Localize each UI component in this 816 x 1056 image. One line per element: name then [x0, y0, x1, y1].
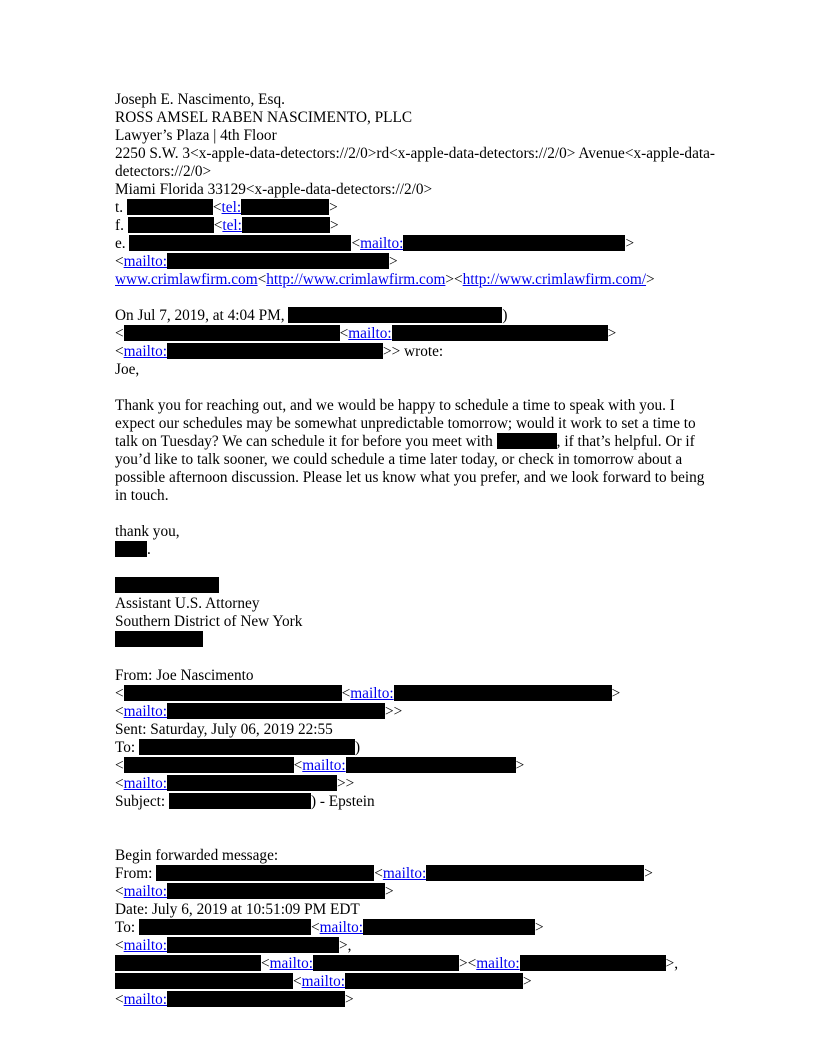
- mailto-link[interactable]: mailto:: [350, 685, 394, 702]
- mailto-link[interactable]: mailto:: [123, 253, 167, 270]
- website-link[interactable]: http://www.crimlawfirm.com: [266, 271, 446, 288]
- redaction: [288, 307, 502, 323]
- redaction: [167, 937, 339, 953]
- fax-line: f. <tel: >: [115, 217, 339, 234]
- mailto-link[interactable]: mailto:: [123, 883, 167, 900]
- redaction: [313, 955, 459, 971]
- redaction: [241, 199, 329, 215]
- redaction: [403, 235, 625, 251]
- tel-link[interactable]: tel:: [222, 217, 242, 234]
- website-link[interactable]: www.crimlawfirm.com: [115, 271, 258, 288]
- sender-office: Southern District of New York: [115, 613, 303, 630]
- reply-body: Thank you for reaching out, and we would be happy to schedule a time to speak with you. I expect our schedules may be somewhat unpredictable tomorrow; would it work to set a time to talk on Tuesday? We can schedule it for before you meet with , if that’s helpful. Or if you’d like to talk sooner, we could schedule a time later today, or check in tomorrow about a possible afternoon discussion. Please let us know what you prefer, and we look forward to being in touch.: [115, 397, 705, 504]
- reply-closing: thank you,: [115, 523, 180, 540]
- forward-begin: Begin forwarded message:: [115, 847, 279, 864]
- sender-name: Joseph E. Nascimento, Esq.: [115, 91, 285, 108]
- redaction: [128, 217, 214, 233]
- redaction: [426, 865, 644, 881]
- forward-from: From: <mailto: >: [115, 865, 653, 882]
- original-from-addr: < <mailto: >: [115, 685, 621, 702]
- forward-to-addr: <mailto: >,: [115, 937, 352, 954]
- forward-to: To: <mailto: >: [115, 919, 544, 936]
- tel-link[interactable]: tel:: [221, 199, 242, 216]
- phone-line: t. <tel: >: [115, 199, 338, 216]
- mailto-link[interactable]: mailto:: [319, 919, 363, 936]
- redaction: [520, 955, 666, 971]
- mailto-link[interactable]: mailto:: [301, 973, 345, 990]
- original-subject: Subject: ) - Epstein: [115, 793, 375, 810]
- redaction: [497, 433, 557, 449]
- email-document: [115, 91, 715, 1009]
- redaction: [167, 991, 345, 1007]
- original-to-addr: < <mailto: >: [115, 757, 525, 774]
- email-line-cont: <mailto: >: [115, 253, 398, 270]
- firm-name: ROSS AMSEL RABEN NASCIMENTO, PLLC: [115, 109, 413, 126]
- redaction: [124, 325, 340, 341]
- redaction: [115, 631, 203, 647]
- redaction: [115, 973, 293, 989]
- redaction: [169, 793, 311, 809]
- website-link[interactable]: http://www.crimlawfirm.com/: [462, 271, 647, 288]
- mailto-link[interactable]: mailto:: [123, 703, 167, 720]
- forward-date: Date: July 6, 2019 at 10:51:09 PM EDT: [115, 901, 360, 918]
- mailto-link[interactable]: mailto:: [123, 775, 167, 792]
- redaction: [139, 919, 311, 935]
- redaction: [346, 757, 516, 773]
- redaction: [124, 685, 342, 701]
- mailto-link[interactable]: mailto:: [476, 955, 520, 972]
- reply-header-addr2: <mailto: >> wrote:: [115, 343, 444, 360]
- redaction: [167, 253, 389, 269]
- reply-greeting: Joe,: [115, 361, 140, 378]
- redaction: [392, 325, 608, 341]
- forward-from-addr: <mailto: >: [115, 883, 394, 900]
- mailto-link[interactable]: mailto:: [360, 235, 404, 252]
- redaction: [115, 541, 147, 557]
- forward-to-addr4: <mailto: >: [115, 991, 354, 1008]
- firm-street: 2250 S.W. 3<x-apple-data-detectors://2/0>rd<x-apple-data-detectors://2/0> Avenue<x-apple-data-detectors://2/0>: [115, 145, 715, 180]
- mailto-link[interactable]: mailto:: [348, 325, 392, 342]
- forward-to-addr2: <mailto: ><mailto: >,: [115, 955, 715, 973]
- website-line: www.crimlawfirm.com<http://www.crimlawfirm.com><http://www.crimlawfirm.com/>: [115, 271, 655, 288]
- redaction: [124, 757, 294, 773]
- original-to-addr2: <mailto: >>: [115, 775, 355, 792]
- redaction: [115, 955, 261, 971]
- original-to: To: ): [115, 739, 361, 756]
- redaction: [129, 235, 351, 251]
- forward-to-addr3: <mailto: >: [115, 973, 715, 991]
- sender-initial: .: [115, 541, 715, 559]
- email-line: e. <mailto: >: [115, 235, 635, 252]
- redaction: [127, 199, 213, 215]
- redaction: [156, 865, 374, 881]
- redaction: [167, 703, 385, 719]
- mailto-link[interactable]: mailto:: [269, 955, 313, 972]
- sender-contact: [115, 631, 715, 649]
- redaction: [363, 919, 535, 935]
- redaction: [115, 577, 219, 593]
- reply-header: On Jul 7, 2019, at 4:04 PM, ): [115, 307, 508, 324]
- sender-title: Assistant U.S. Attorney: [115, 595, 260, 612]
- original-from-addr2: <mailto: >>: [115, 703, 403, 720]
- sender-sig-name: [115, 577, 715, 595]
- redaction: [345, 973, 523, 989]
- mailto-link[interactable]: mailto:: [123, 343, 167, 360]
- redaction: [167, 343, 383, 359]
- original-sent: Sent: Saturday, July 06, 2019 22:55: [115, 721, 333, 738]
- firm-suite: Lawyer’s Plaza | 4th Floor: [115, 127, 277, 144]
- reply-header-addr: < <mailto: >: [115, 325, 617, 342]
- redaction: [167, 883, 385, 899]
- mailto-link[interactable]: mailto:: [123, 991, 167, 1008]
- redaction: [139, 739, 355, 755]
- original-from: From: Joe Nascimento: [115, 667, 254, 684]
- mailto-link[interactable]: mailto:: [382, 865, 427, 882]
- mailto-link[interactable]: mailto:: [123, 937, 167, 954]
- redaction: [167, 775, 337, 791]
- redaction: [242, 217, 330, 233]
- mailto-link[interactable]: mailto:: [302, 757, 346, 774]
- redaction: [394, 685, 612, 701]
- firm-city: Miami Florida 33129<x-apple-data-detectors://2/0>: [115, 181, 433, 198]
